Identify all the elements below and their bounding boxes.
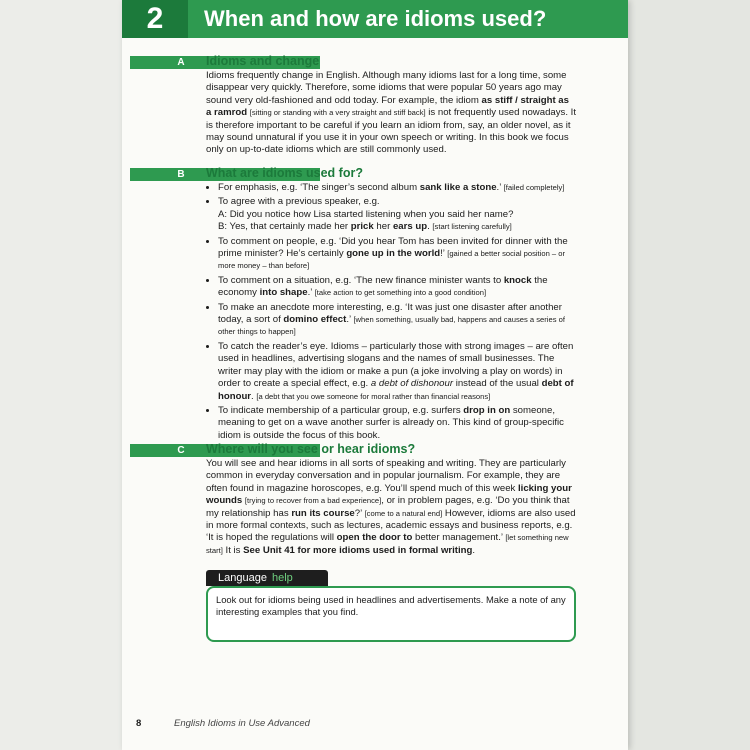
- language-help-tab: [206, 570, 328, 586]
- idiom-phrase: licking your wounds: [206, 482, 572, 507]
- definition-text: [when something, usually bad, happens and causes a series of other things to happen]: [218, 315, 565, 337]
- section-b-body: [206, 182, 576, 444]
- idiom-phrase: ears up: [392, 221, 428, 233]
- body-text: You will see and hear idioms in all sorts of speaking and writing. They are particularly common in everyday conversation and in popular journalism. For example, they are often found in magazine horoscopes, e.g. You’ll spend much of this week: [206, 458, 566, 494]
- body-text: To catch the reader’s eye. Idioms – particularly those with strong images – are often used in headlines, advertising slogans and the names of small businesses. The writer may play with the idiom or make a pun (a joke involving a play on words) in order to create a special effect, e.g.: [218, 340, 574, 390]
- definition-text: [trying to recover from a bad experience]: [244, 496, 382, 506]
- definition-text: [let something new start]: [206, 533, 569, 555]
- body-text: .: [427, 221, 433, 233]
- language-help-box: Look out for idioms being used in headlines and advertisements. Make a note of any interesting examples that you find.: [206, 586, 576, 642]
- body-text: B: Yes, that certainly made her: [218, 221, 351, 233]
- chapter-title: When and how are idioms used?: [204, 6, 547, 31]
- section-c-letter: C: [177, 445, 185, 456]
- body-text: .: [251, 390, 257, 402]
- idiom-phrase: domino effect: [283, 314, 347, 326]
- definition-text: [start listening carefully]: [432, 222, 512, 232]
- section-b-list-item: [218, 341, 576, 403]
- body-text: However, idioms are also used in more formal contexts, such as lectures, academic essays and business reports, e.g. ‘It is hoped the regulations will: [206, 507, 576, 544]
- body-text: To comment on a situation, e.g. ‘The new finance minister wants to: [218, 274, 504, 286]
- definition-text: [come to a natural end]: [364, 508, 443, 518]
- body-text: .’: [307, 287, 315, 299]
- body-text: It is: [222, 544, 244, 556]
- definition-text: [failed completely]: [503, 183, 565, 192]
- section-a-heading: Idioms and change: [206, 54, 320, 68]
- language-help-word2: help: [271, 572, 293, 584]
- section-a-paragraph: [206, 70, 576, 157]
- section-b-list-item: [218, 302, 576, 339]
- book-page: [122, 0, 628, 750]
- section-c-heading: Where will you see or hear idioms?: [206, 442, 416, 456]
- definition-text: [a debt that you owe someone for moral rather than financial reasons]: [256, 391, 491, 401]
- section-b-list-item: [218, 196, 576, 233]
- section-a-body: [206, 70, 576, 157]
- body-text: !’: [440, 248, 448, 260]
- idiom-phrase: See Unit 41 for more idioms used in formal writing: [243, 544, 473, 556]
- body-text: the economy: [218, 274, 548, 299]
- body-text: ?’: [354, 507, 365, 519]
- section-b-list-item: [218, 275, 576, 300]
- body-text: Idioms frequently change in English. Although many idioms last for a long time, some disappear very quickly. Therefore, some idioms that were popular 50 years ago may sound very old-fashioned and odd today. For example, the idiom: [206, 70, 567, 106]
- idiom-phrase: drop in on: [463, 404, 511, 416]
- body-text: someone, meaning to get on a wave another surfer is already on. This kind of group-specific idiom is outside the focus of this book.: [218, 404, 564, 441]
- idiom-phrase: sank like a stone: [419, 182, 497, 193]
- section-b-list-item: [218, 182, 576, 194]
- chapter-header: [122, 0, 628, 38]
- section-b-letter: B: [177, 169, 185, 180]
- body-text: For emphasis, e.g. ‘The singer’s second album: [218, 182, 420, 193]
- section-b-list-item: [218, 405, 576, 442]
- next-page-edge: [628, 0, 750, 750]
- definition-text: [gained a better social position – or more money – than before]: [218, 249, 565, 271]
- body-text: To comment on people, e.g. ‘Did you hear Tom has been invited for dinner with the prime minister? He’s certainly: [218, 235, 568, 260]
- section-c-paragraph: [206, 458, 576, 557]
- section-a-letter: A: [177, 57, 185, 68]
- book-title: English Idioms in Use Advanced: [174, 718, 310, 729]
- chapter-number: 2: [122, 0, 188, 38]
- idiom-phrase: run its course: [291, 507, 355, 519]
- section-b-list: [206, 182, 576, 442]
- body-text: A: Did you notice how Lisa started listening when you said her name?: [218, 208, 514, 220]
- language-help-word1: Language: [218, 572, 267, 584]
- body-text: .: [472, 544, 476, 556]
- body-text: To make an anecdote more interesting, e.g. ‘It was just one disaster after another today, a sort of: [218, 301, 562, 326]
- idiom-phrase: prick: [350, 221, 374, 233]
- body-text: better management.’: [412, 532, 506, 544]
- page-number: 8: [136, 718, 142, 729]
- body-text: .’: [346, 314, 354, 326]
- body-text: a debt of dishonour: [370, 378, 454, 390]
- body-text: To indicate membership of a particular group, e.g. surfers: [218, 404, 464, 416]
- section-c-body: [206, 458, 576, 557]
- body-text: is not frequently used nowadays. It is therefore important to be careful if you learn an idiom from, say, an older novel, as it may sound unnatural if you use it in your own speech or writing. In this book we focus only on up-to-date idioms which are still commonly used.: [206, 107, 576, 156]
- body-text: .’: [496, 182, 504, 193]
- idiom-phrase: into shape: [259, 287, 308, 299]
- body-text: To agree with a previous speaker, e.g.: [218, 196, 380, 208]
- idiom-phrase: gone up in the world: [346, 248, 441, 260]
- idiom-phrase: knock: [503, 274, 532, 286]
- body-text: , or in problem pages, e.g. ‘Do you think that my relationship has: [206, 495, 570, 519]
- body-text: her: [373, 221, 393, 233]
- idiom-phrase: debt of honour: [218, 378, 574, 402]
- section-b-heading: What are idioms used for?: [206, 166, 363, 180]
- idiom-phrase: as stiff / straight as a ramrod: [206, 94, 569, 119]
- section-b-list-item: [218, 236, 576, 273]
- definition-text: [sitting or standing with a very straight and stiff back]: [249, 108, 426, 118]
- idiom-phrase: open the door to: [336, 532, 413, 544]
- left-gutter: [0, 0, 122, 750]
- definition-text: [take action to get something into a good condition]: [314, 288, 487, 298]
- body-text: instead of the usual: [453, 378, 542, 390]
